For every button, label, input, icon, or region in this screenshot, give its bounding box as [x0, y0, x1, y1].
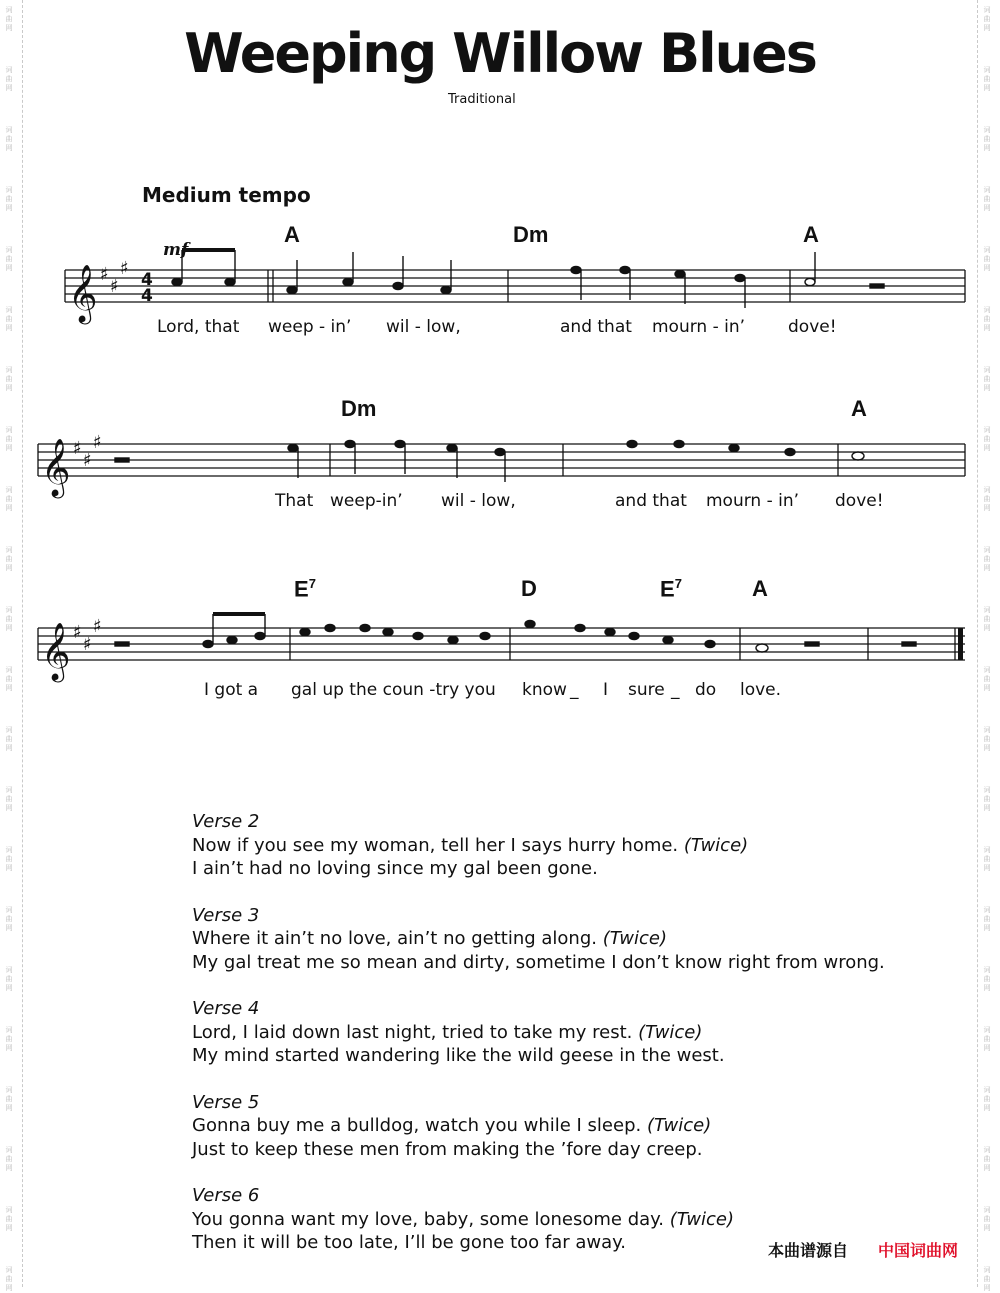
watermark-glyphs: 词 曲 网: [983, 966, 991, 992]
verses-section: [192, 810, 912, 1278]
chord-symbol: A: [803, 222, 819, 247]
lyric: mourn - in’: [652, 317, 746, 337]
lyric: wil - low,: [441, 491, 516, 511]
watermark-glyphs: 词 曲 网: [5, 606, 13, 632]
watermark-glyphs: 词 曲 网: [5, 546, 13, 572]
svg-text:♯: ♯: [73, 622, 82, 643]
watermark-glyphs: 词 曲 网: [983, 126, 991, 152]
verse-line: Just to keep these men from making the ’fore day creep.: [192, 1138, 703, 1160]
chord-symbol: $E^7$: [660, 576, 682, 602]
watermark-glyphs: 词 曲 网: [5, 1266, 13, 1292]
lyric: mourn - in’: [706, 491, 800, 511]
verse-label: Verse 5: [192, 1091, 260, 1113]
svg-text:♯: ♯: [73, 438, 82, 459]
watermark-glyphs: 词 曲 网: [983, 906, 991, 932]
svg-text:♯: ♯: [110, 276, 119, 297]
time-sig-bottom: 4: [141, 286, 153, 306]
lyric: dove!: [835, 491, 884, 511]
watermark-glyphs: 词 曲 网: [983, 1026, 991, 1052]
verse-label: Verse 3: [192, 904, 260, 926]
chord-symbol: A: [851, 396, 867, 421]
watermark-glyphs: 词 曲 网: [983, 486, 991, 512]
watermark-glyphs: 词 曲 网: [983, 1206, 991, 1232]
watermark-glyphs: 词 曲 网: [983, 1086, 991, 1112]
watermark-glyphs: 词 曲 网: [5, 186, 13, 212]
verse-line: My gal treat me so mean and dirty, sometime I don’t know right from wrong.: [192, 951, 885, 973]
lyric: That: [275, 491, 314, 511]
watermark-glyphs: 词 曲 网: [5, 306, 13, 332]
footer-source-text: 本曲谱源自: [768, 1241, 849, 1260]
watermark-glyphs: 词 曲 网: [5, 1146, 13, 1172]
lyric: do: [695, 680, 717, 700]
watermark-glyphs: 词 曲 网: [5, 126, 13, 152]
dynamic-marking: mf: [163, 240, 189, 260]
svg-text:♯: ♯: [100, 264, 109, 285]
verse-block: [192, 997, 912, 1068]
lyric: know: [522, 680, 567, 700]
watermark-glyphs: 词 曲 网: [983, 66, 991, 92]
chord-symbol: A: [752, 576, 768, 601]
watermark-glyphs: 词 曲 网: [5, 966, 13, 992]
verse-line: Where it ain’t no love, ain’t no getting along. (Twice): [192, 928, 667, 949]
watermark-glyphs: 词 曲 网: [5, 1026, 13, 1052]
watermark-glyphs: 词 曲 网: [983, 666, 991, 692]
verse-block: [192, 1091, 912, 1162]
lyric: I got a: [204, 680, 259, 700]
chord-symbol: A: [284, 222, 300, 247]
composer-credit: Traditional: [448, 92, 516, 107]
watermark-glyphs: 词 曲 网: [983, 306, 991, 332]
lyric-extender: _: [671, 680, 680, 700]
verse-block: [192, 904, 912, 975]
time-sig-top: 4: [141, 270, 153, 290]
watermark-glyphs: 词 曲 网: [983, 606, 991, 632]
watermark-glyphs: 词 曲 网: [5, 246, 13, 272]
chord-symbol: $E^7$: [294, 576, 316, 602]
watermark-glyphs: 词 曲 网: [5, 1086, 13, 1112]
watermark-glyphs: 词 曲 网: [5, 486, 13, 512]
lyric: and that: [615, 491, 687, 511]
verse-line: Now if you see my woman, tell her I says hurry home. (Twice): [192, 834, 749, 856]
watermark-glyphs: 词 曲 网: [983, 186, 991, 212]
watermark-glyphs: 词 曲 网: [5, 786, 13, 812]
svg-text:♯: ♯: [93, 616, 102, 637]
svg-text:𝄞: 𝄞: [68, 264, 98, 322]
verse-label: Verse 4: [192, 998, 260, 1019]
watermark-glyphs: 词 曲 网: [5, 666, 13, 692]
svg-text:♯: ♯: [93, 432, 102, 453]
verse-line: Then it will be too late, I’ll be gone too far away.: [192, 1232, 626, 1253]
verse-line: My mind started wandering like the wild geese in the west.: [192, 1045, 725, 1066]
watermark-glyphs: 词 曲 网: [983, 786, 991, 812]
verse-line: You gonna want my love, baby, some lonesome day. (Twice): [192, 1208, 734, 1230]
verse-line: Gonna buy me a bulldog, watch you while I sleep. (Twice): [192, 1115, 712, 1136]
lyric: dove!: [788, 317, 837, 337]
verse-line: Lord, I laid down last night, tried to take my rest. (Twice): [192, 1021, 703, 1043]
watermark-glyphs: 词 曲 网: [5, 6, 13, 32]
lyric: weep-in’: [330, 491, 403, 511]
verse-label: Verse 6: [192, 1185, 260, 1206]
watermark-glyphs: 词 曲 网: [983, 726, 991, 752]
watermark-glyphs: 词 曲 网: [983, 846, 991, 872]
watermark-glyphs: 词 曲 网: [5, 726, 13, 752]
song-title: Weeping Willow Blues: [184, 22, 816, 85]
tempo-marking: Medium tempo: [142, 183, 311, 207]
watermark-glyphs: 词 曲 网: [5, 66, 13, 92]
lyric: sure: [628, 680, 665, 700]
svg-text:♯: ♯: [120, 258, 129, 279]
watermark-glyphs: 词 曲 网: [983, 246, 991, 272]
watermark-glyphs: 词 曲 网: [983, 546, 991, 572]
verse-label: Verse 2: [192, 811, 260, 832]
chord-symbol: D: [521, 576, 537, 601]
lyric: Lord, that: [157, 317, 240, 337]
lyric: and that: [560, 317, 632, 337]
lyric: love.: [740, 680, 782, 700]
watermark-glyphs: 词 曲 网: [983, 1146, 991, 1172]
watermark-glyphs: 词 曲 网: [5, 1206, 13, 1232]
lyric: wil - low,: [386, 317, 461, 337]
watermark-glyphs: 词 曲 网: [983, 426, 991, 452]
verse-block: [192, 810, 912, 881]
lyric: I: [603, 680, 609, 700]
chord-symbol: Dm: [341, 396, 377, 421]
watermark-glyphs: 词 曲 网: [5, 906, 13, 932]
watermark-glyphs: 词 曲 网: [5, 426, 13, 452]
watermark-glyphs: 词 曲 网: [983, 366, 991, 392]
chord-symbol: Dm: [513, 222, 549, 247]
lyric: gal up the coun -try you: [291, 680, 496, 700]
watermark-glyphs: 词 曲 网: [5, 366, 13, 392]
lyric-extender: _: [570, 680, 579, 700]
svg-text:𝄞: 𝄞: [41, 438, 71, 496]
verse-line: I ain’t had no loving since my gal been gone.: [192, 858, 598, 879]
watermark-glyphs: 词 曲 网: [5, 846, 13, 872]
svg-text:♯: ♯: [83, 634, 92, 655]
svg-text:♯: ♯: [83, 450, 92, 471]
lyric: weep - in’: [268, 317, 352, 337]
svg-text:𝄞: 𝄞: [41, 622, 71, 680]
footer-site-link[interactable]: 中国词曲网: [878, 1241, 959, 1260]
watermark-glyphs: 词 曲 网: [983, 6, 991, 32]
watermark-glyphs: 词 曲 网: [983, 1266, 991, 1292]
